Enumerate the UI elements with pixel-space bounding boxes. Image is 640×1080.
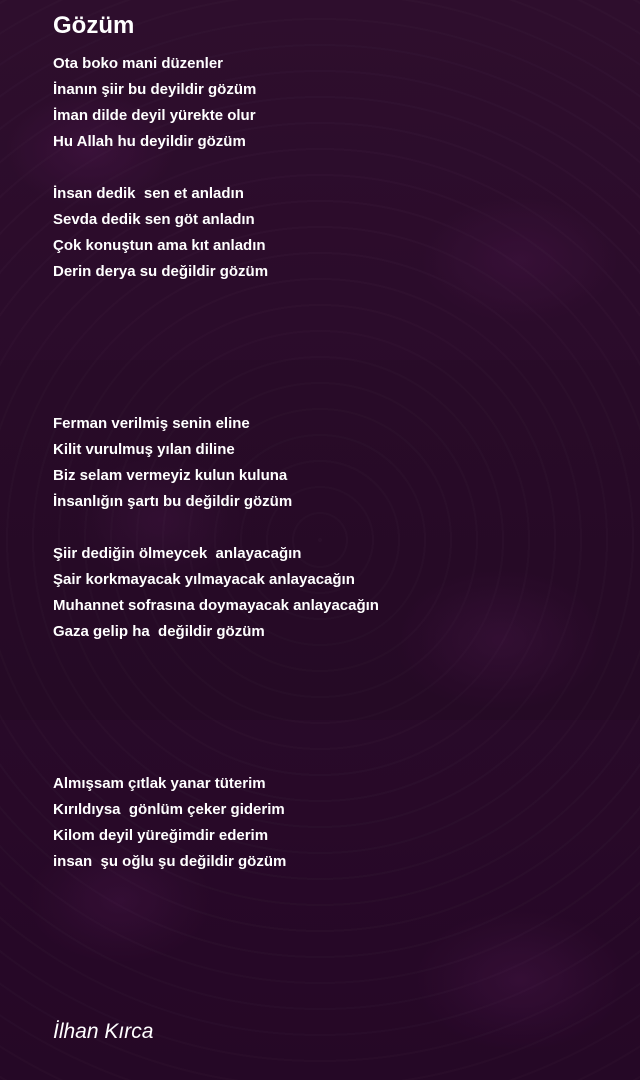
poem-line: Ota boko mani düzenler bbox=[53, 55, 224, 72]
poem-line: Hu Allah hu deyildir gözüm bbox=[53, 133, 246, 150]
poem-line: Muhannet sofrasına doymayacak anlayacağın bbox=[53, 597, 379, 614]
poem-line: Şiir dediğin ölmeycek anlayacağın bbox=[53, 545, 302, 562]
stanza-4 bbox=[53, 541, 379, 645]
stanza-2 bbox=[53, 181, 268, 285]
poem-line: İnsanlığın şartı bu değildir gözüm bbox=[53, 493, 293, 510]
poem-line: Kırıldıysa gönlüm çeker giderim bbox=[53, 801, 285, 818]
poem-line: İman dilde deyil yürekte olur bbox=[53, 107, 256, 124]
poem-line: Almışsam çıtlak yanar tüterim bbox=[53, 775, 266, 792]
poem-line: Kilit vurulmuş yılan diline bbox=[53, 441, 235, 458]
poem-line: Şair korkmayacak yılmayacak anlayacağın bbox=[53, 571, 355, 588]
poem-line: Sevda dedik sen göt anladın bbox=[53, 211, 255, 228]
poem-line: Ferman verilmiş senin eline bbox=[53, 415, 250, 432]
poem-title: Gözüm bbox=[53, 12, 135, 39]
stanza-1 bbox=[53, 51, 256, 155]
poem-author: İlhan Kırca bbox=[53, 1020, 154, 1043]
poem-line: Gaza gelip ha değildir gözüm bbox=[53, 623, 265, 640]
poem-line: İnanın şiir bu deyildir gözüm bbox=[53, 81, 257, 98]
stanza-5 bbox=[53, 771, 286, 875]
poem-line: Derin derya su değildir gözüm bbox=[53, 263, 269, 280]
poem-line: Kilom deyil yüreğimdir ederim bbox=[53, 827, 269, 844]
poem-line: insan şu oğlu şu değildir gözüm bbox=[53, 853, 287, 870]
poem-line: Çok konuştun ama kıt anladın bbox=[53, 237, 266, 254]
poem-line: Biz selam vermeyiz kulun kuluna bbox=[53, 467, 288, 484]
stanza-3 bbox=[53, 411, 292, 515]
poem-line: İnsan dedik sen et anladın bbox=[53, 185, 244, 202]
